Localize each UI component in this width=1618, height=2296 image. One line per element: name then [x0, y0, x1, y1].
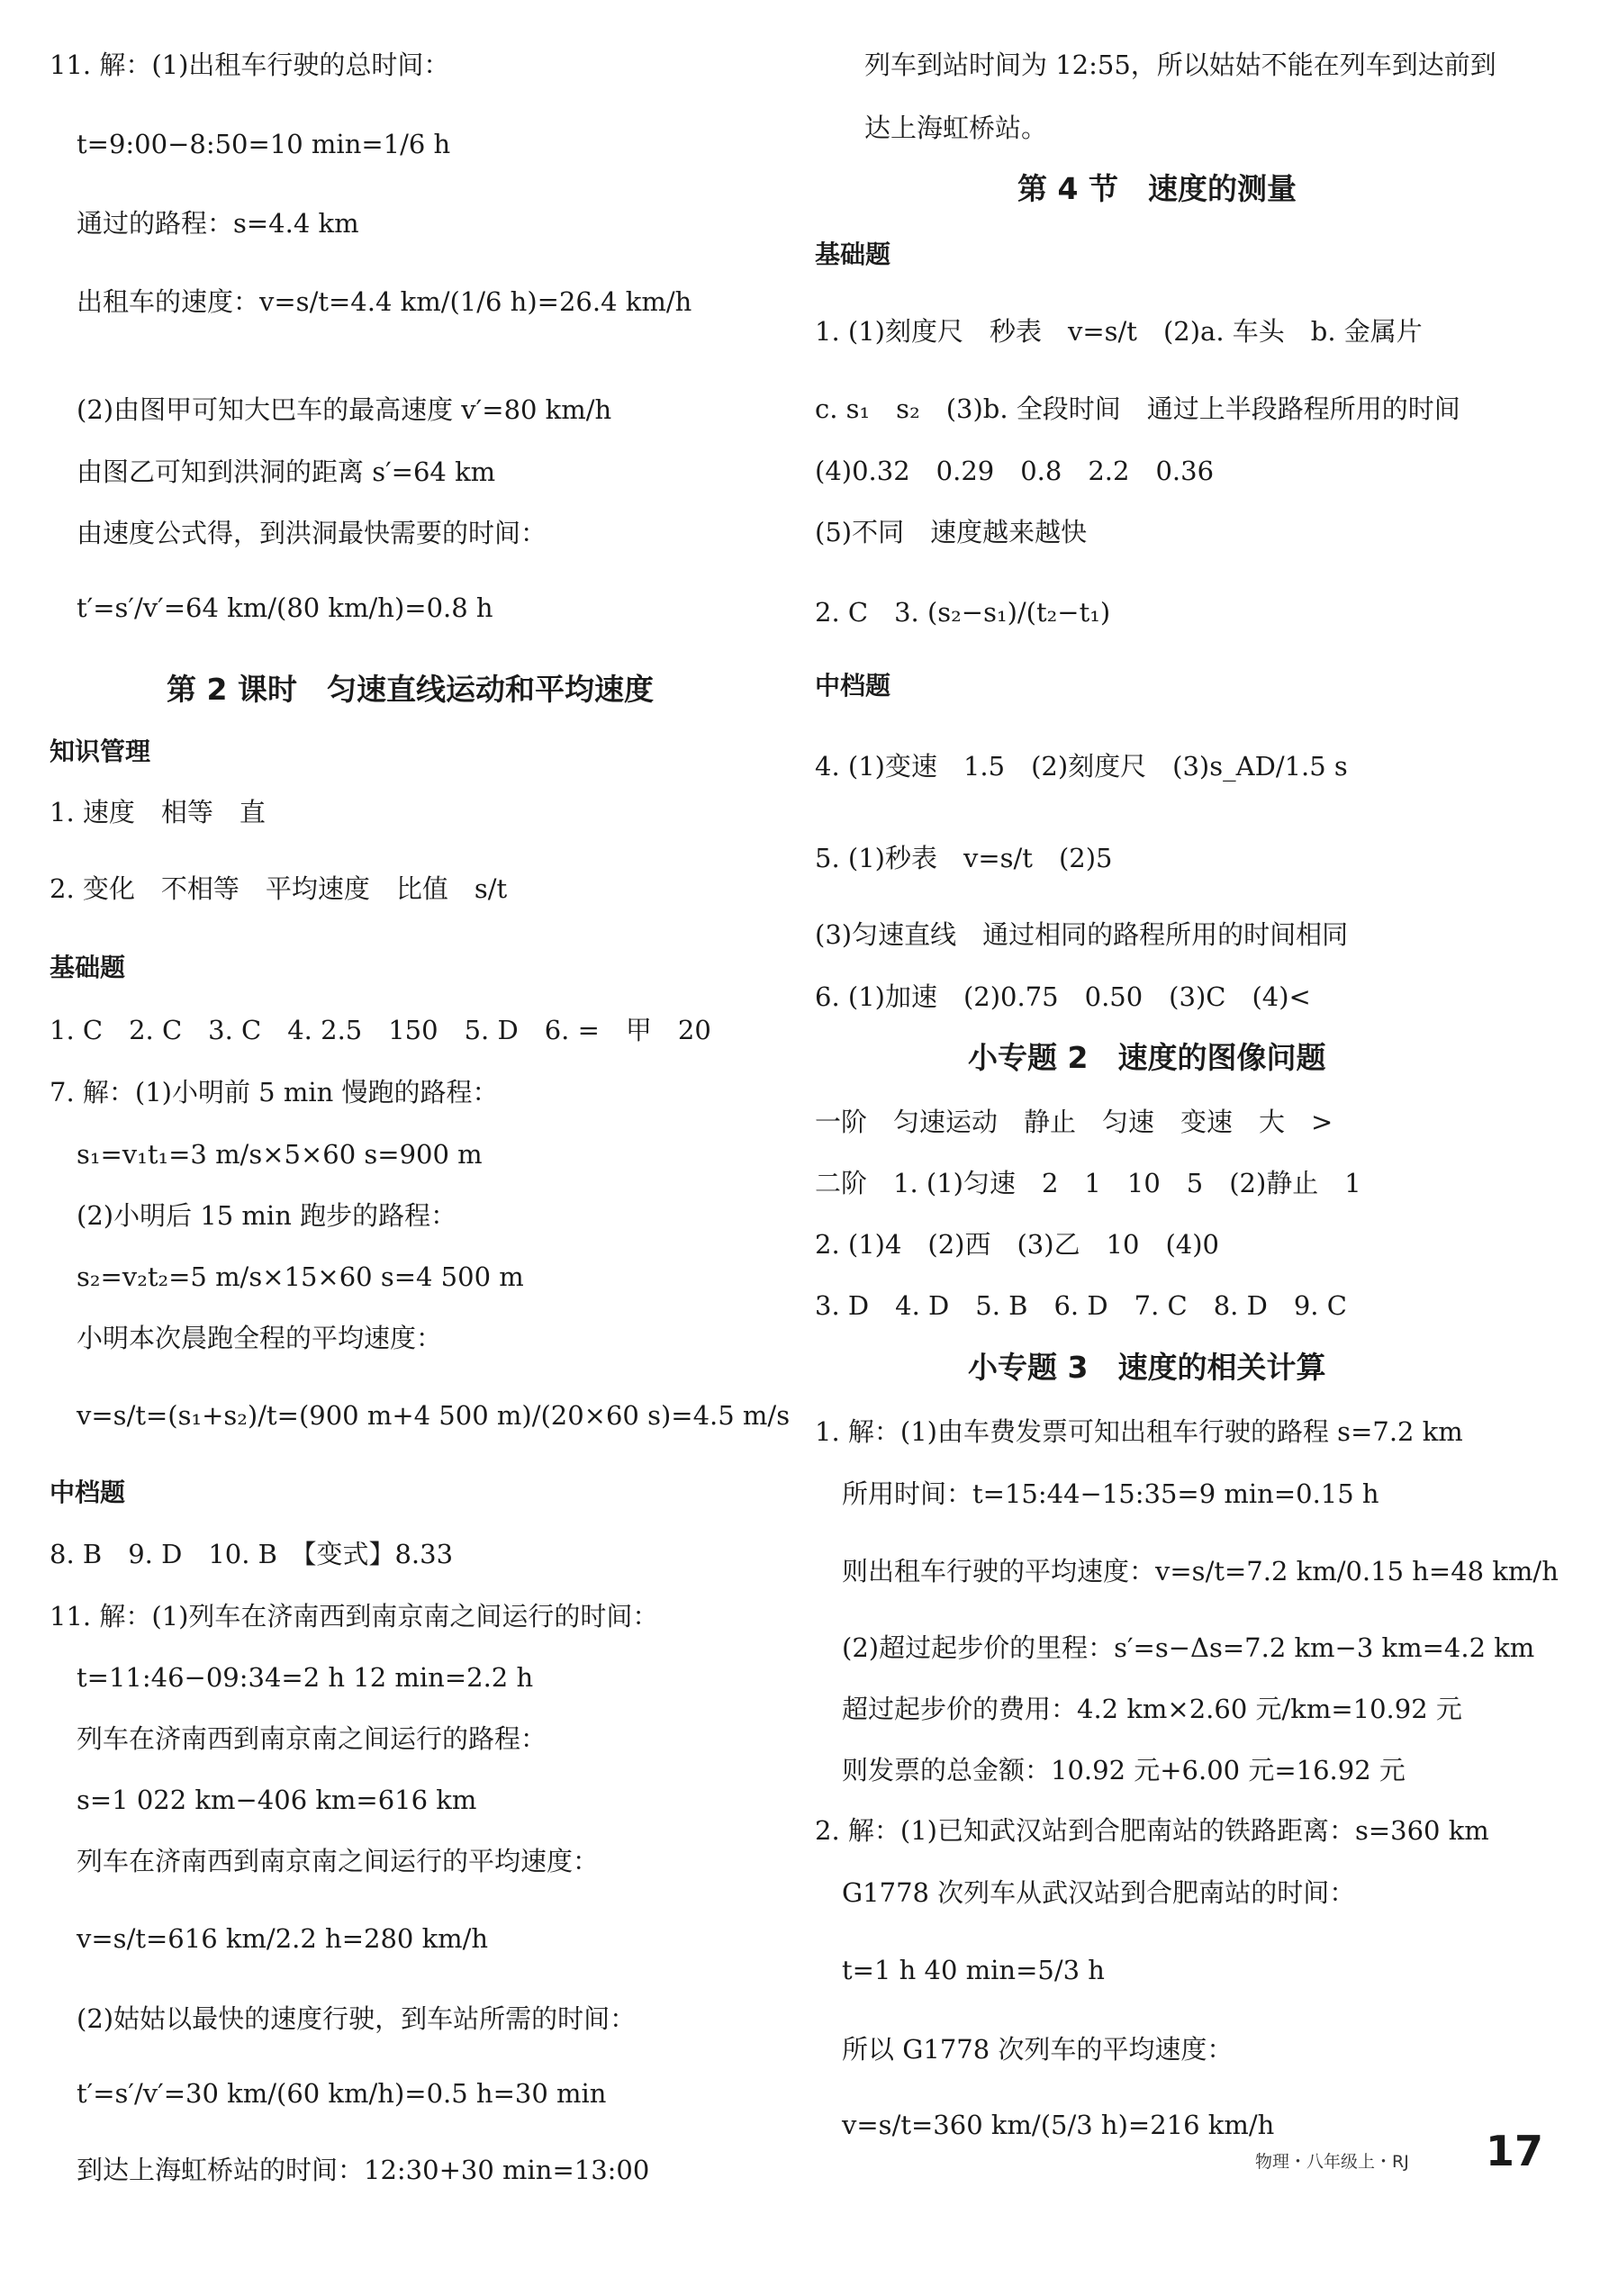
answer-line: 6. (1)加速 (2)0.75 0.50 (3)C (4)<	[815, 981, 1311, 1012]
formula-line: v=s/t=616 km/2.2 h=280 km/h	[77, 1923, 489, 1954]
answer-line: 2. 变化 不相等 平均速度 比值 s/t	[50, 873, 508, 904]
text-line: 由图乙可知到洪洞的距离 s′=64 km	[77, 456, 496, 487]
formula-line: 出租车的速度：v=s/t=4.4 km/(1/6 h)=26.4 km/h	[77, 286, 692, 317]
answer-line: (4)0.32 0.29 0.8 2.2 0.36	[815, 456, 1215, 486]
section-heading: 小专题 3 速度的相关计算	[968, 1350, 1326, 1385]
text-line: 到达上海虹桥站的时间：12:30+30 min=13:00	[77, 2155, 650, 2185]
text-line: (2)姑姑以最快的速度行驶，到车站所需的时间：	[77, 2003, 637, 2034]
text-line: 列车在济南西到南京南之间运行的路程：	[77, 1723, 547, 1754]
subsection-heading: 基础题	[50, 953, 126, 982]
subsection-heading: 中档题	[815, 671, 891, 701]
text-line: (2)由图甲可知大巴车的最高速度 v′=80 km/h	[77, 394, 612, 425]
text-line: 小明本次晨跑全程的平均速度：	[77, 1323, 443, 1353]
answer-line: 1. 速度 相等 直	[50, 797, 266, 827]
text-line: 通过的路程：s=4.4 km	[77, 208, 359, 239]
answer-line: c. s₁ s₂ (3)b. 全段时间 通过上半段路程所用的时间	[815, 393, 1460, 424]
text-line: 超过起步价的费用：4.2 km×2.60 元/km=10.92 元	[842, 1694, 1462, 1724]
subsection-heading: 知识管理	[50, 737, 151, 766]
answer-line: 8. B 9. D 10. B 【变式】8.33	[50, 1539, 454, 1569]
formula-line: s₂=v₂t₂=5 m/s×15×60 s=4 500 m	[77, 1261, 524, 1292]
answer-line: (3)匀速直线 通过相同的路程所用的时间相同	[815, 919, 1349, 950]
formula-line: (2)超过起步价的里程：s′=s−Δs=7.2 km−3 km=4.2 km	[842, 1632, 1535, 1663]
answer-line: 4. (1)变速 1.5 (2)刻度尺 (3)s_AD/1.5 s	[815, 751, 1348, 782]
text-line: (2)小明后 15 min 跑步的路程：	[77, 1200, 457, 1231]
answer-line: 3. D 4. D 5. B 6. D 7. C 8. D 9. C	[815, 1290, 1347, 1321]
formula-line: t=9:00−8:50=10 min=1/6 h	[77, 129, 451, 159]
section-heading: 第 4 节 速度的测量	[1017, 171, 1297, 206]
formula-line: t′=s′/v′=30 km/(60 km/h)=0.5 h=30 min	[77, 2078, 607, 2109]
answer-line: 5. (1)秒表 v=s/t (2)5	[815, 843, 1113, 873]
formula-line: 则出租车行驶的平均速度：v=s/t=7.2 km/0.15 h=48 km/h	[842, 1556, 1559, 1586]
formula-line: t=1 h 40 min=5/3 h	[842, 1955, 1105, 1985]
text-line: 由速度公式得，到洪洞最快需要的时间：	[77, 518, 547, 548]
answer-line: 二阶 1. (1)匀速 2 1 10 5 (2)静止 1	[815, 1168, 1361, 1198]
text-line: 11. 解：(1)出租车行驶的总时间：	[50, 50, 450, 80]
text-line: G1778 次列车从武汉站到合肥南站的时间：	[842, 1877, 1356, 1908]
formula-line: s₁=v₁t₁=3 m/s×5×60 s=900 m	[77, 1139, 483, 1170]
section-heading: 第 2 课时 匀速直线运动和平均速度	[167, 672, 654, 707]
text-line: 所以 G1778 次列车的平均速度：	[842, 2034, 1234, 2065]
page-number: 17	[1486, 2127, 1544, 2175]
text-line: 1. 解：(1)由车费发票可知出租车行驶的路程 s=7.2 km	[815, 1416, 1463, 1447]
answer-line: 2. (1)4 (2)西 (3)乙 10 (4)0	[815, 1229, 1220, 1260]
answer-line: 1. C 2. C 3. C 4. 2.5 150 5. D 6. = 甲 20	[50, 1015, 711, 1045]
formula-line: t=11:46−09:34=2 h 12 min=2.2 h	[77, 1662, 534, 1693]
answer-line: 2. C 3. (s₂−s₁)/(t₂−t₁)	[815, 597, 1111, 628]
text-line: 7. 解：(1)小明前 5 min 慢跑的路程：	[50, 1077, 499, 1107]
text-line: 列车在济南西到南京南之间运行的平均速度：	[77, 1846, 600, 1876]
subsection-heading: 中档题	[50, 1478, 126, 1507]
formula-line: t′=s′/v′=64 km/(80 km/h)=0.8 h	[77, 592, 493, 623]
section-heading: 小专题 2 速度的图像问题	[968, 1040, 1326, 1075]
text-line: 达上海虹桥站。	[864, 113, 1048, 143]
answer-line: (5)不同 速度越来越快	[815, 517, 1088, 547]
formula-line: s=1 022 km−406 km=616 km	[77, 1785, 477, 1815]
formula-line: v=s/t=(s₁+s₂)/t=(900 m+4 500 m)/(20×60 s)=4.5 m/s	[77, 1400, 791, 1431]
text-line: 11. 解：(1)列车在济南西到南京南之间运行的时间：	[50, 1601, 659, 1632]
text-line: 列车到站时间为 12:55，所以姑姑不能在列车到达前到	[864, 50, 1496, 80]
subsection-heading: 基础题	[815, 240, 891, 269]
answer-line: 一阶 匀速运动 静止 匀速 变速 大 >	[815, 1107, 1333, 1137]
answer-line: 1. (1)刻度尺 秒表 v=s/t (2)a. 车头 b. 金属片	[815, 316, 1423, 347]
footer-subject-label: 物理・八年级上・RJ	[1255, 2152, 1409, 2172]
text-line: 2. 解：(1)已知武汉站到合肥南站的铁路距离：s=360 km	[815, 1815, 1489, 1846]
text-line: 则发票的总金额：10.92 元+6.00 元=16.92 元	[842, 1755, 1406, 1785]
formula-line: v=s/t=360 km/(5/3 h)=216 km/h	[842, 2110, 1275, 2140]
formula-line: 所用时间：t=15:44−15:35=9 min=0.15 h	[842, 1478, 1379, 1509]
